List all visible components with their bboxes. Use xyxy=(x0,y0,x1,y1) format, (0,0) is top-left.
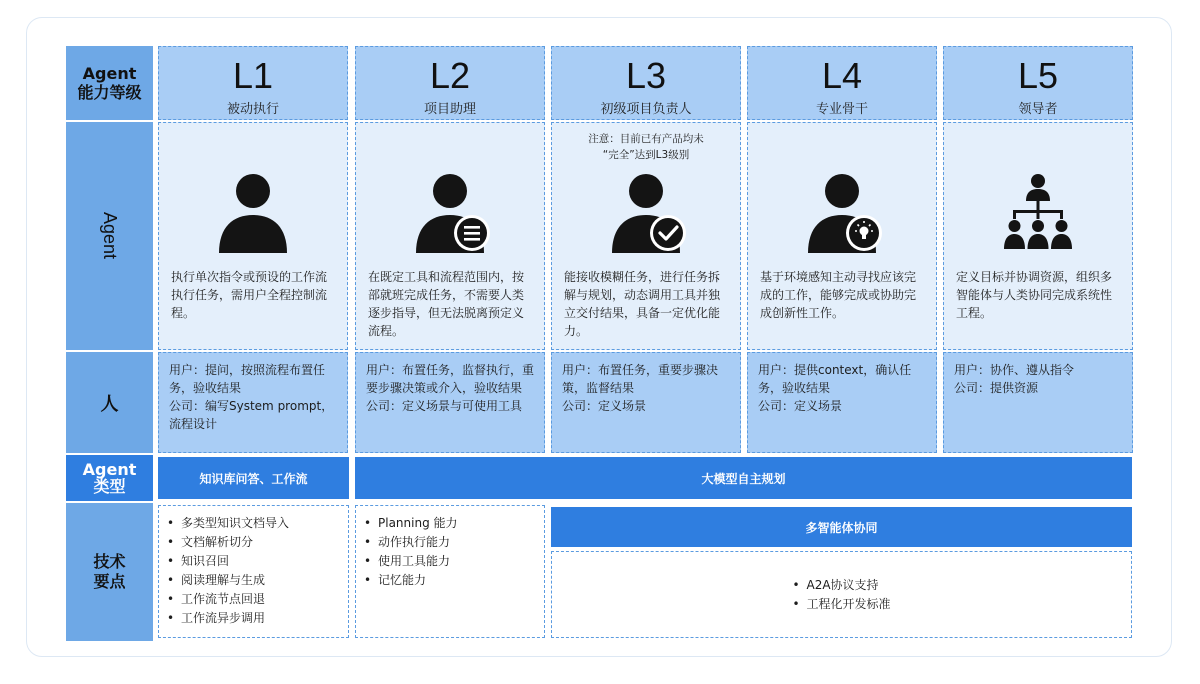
level-l3-code: L3 xyxy=(625,55,667,96)
level-l5-human-line: 公司：提供资源 xyxy=(954,381,1039,395)
list-item: • 工作流节点回退 xyxy=(167,590,348,609)
level-l1-agent-cell xyxy=(158,122,348,350)
level-l2-code: L2 xyxy=(429,55,471,96)
level-l3-agent-cell xyxy=(551,122,741,350)
level-l5-header xyxy=(943,46,1133,120)
list-item: • 工程化开发标准 xyxy=(792,595,890,614)
level-l5-agent-cell xyxy=(943,122,1133,350)
level-l2-human-cell xyxy=(355,352,545,453)
level-l1-human-line: 公司：编写System prompt，流程设计 xyxy=(169,399,334,431)
list-item: • 动作执行能力 xyxy=(364,533,544,552)
person-icon xyxy=(208,171,298,255)
row-header-human xyxy=(66,352,153,453)
row-header-level-line1: Agent xyxy=(82,64,137,83)
level-l3-human-cell xyxy=(551,352,741,453)
level-l4-human-line: 公司：定义场景 xyxy=(758,399,843,413)
org-chart-icon xyxy=(993,171,1083,255)
level-l4-agent-cell xyxy=(747,122,937,350)
tech-l2-l5-list xyxy=(356,506,544,590)
tech-l2-l5-cell xyxy=(355,505,545,638)
level-l1-description: 执行单次指令或预设的工作流执行任务，需用户全程控制流程。 xyxy=(171,270,328,320)
level-l3-description: 能接收模糊任务，进行任务拆解与规划，动态调用工具并独立交付结果，具备一定优化能力。 xyxy=(564,270,721,338)
agent-type-l2-l5-label: 大模型自主规划 xyxy=(701,471,786,486)
level-l2-human-line: 公司：定义场景与可使用工具 xyxy=(366,399,523,413)
list-item: • A2A协议支持 xyxy=(792,576,890,595)
row-header-level xyxy=(66,46,153,120)
row-header-type-line2: 类型 xyxy=(93,477,126,496)
tech-l3-l5-list xyxy=(792,576,890,614)
row-header-level-line2: 能力等级 xyxy=(77,83,142,102)
row-header-agent-label: Agent xyxy=(100,212,120,260)
level-l3-human-line: 用户：布置任务，重要步骤决策，监督结果 xyxy=(562,363,719,395)
level-l5-code: L5 xyxy=(1017,55,1059,96)
list-item: • Planning 能力 xyxy=(364,514,544,533)
level-l1-human-line: 用户：提问，按照流程布置任务，验收结果 xyxy=(169,363,326,395)
list-item: • 记忆能力 xyxy=(364,571,544,590)
level-l4-title: 专业骨干 xyxy=(815,102,868,117)
level-l3-note xyxy=(552,131,740,163)
level-l3-note-line: “完全”达到L3级别 xyxy=(602,149,690,161)
row-header-tech xyxy=(66,503,153,641)
level-l2-human-line: 用户：布置任务，监督执行，重要步骤决策或介入，验收结果 xyxy=(366,363,535,395)
level-l5-human-cell xyxy=(943,352,1133,453)
level-l4-code: L4 xyxy=(821,55,863,96)
level-l3-human-line: 公司：定义场景 xyxy=(562,399,647,413)
level-l1-title: 被动执行 xyxy=(226,102,279,117)
level-l3-title: 初级项目负责人 xyxy=(600,102,692,117)
level-l4-description: 基于环境感知主动寻找应该完成的工作，能够完成或协助完成创新性工作。 xyxy=(760,270,917,320)
list-item: • 阅读理解与生成 xyxy=(167,571,348,590)
tech-l3-l5-cell xyxy=(551,551,1132,638)
list-item: • 工作流异步调用 xyxy=(167,609,348,628)
level-l2-agent-cell xyxy=(355,122,545,350)
level-l2-title: 项目助理 xyxy=(423,102,476,117)
agent-type-l1-label: 知识库问答、工作流 xyxy=(199,471,308,486)
row-header-human-label: 人 xyxy=(100,393,119,415)
list-item: • 使用工具能力 xyxy=(364,552,544,571)
level-l4-human-line: 用户：提供context，确认任务，验收结果 xyxy=(758,363,912,395)
row-header-agent xyxy=(66,122,153,350)
level-l3-header xyxy=(551,46,741,120)
list-item: • 多类型知识文档导入 xyxy=(167,514,348,533)
row-header-tech-line2: 要点 xyxy=(93,572,126,591)
level-l3-note-line: 注意：目前已有产品均未 xyxy=(588,133,704,145)
level-l1-human-cell xyxy=(158,352,348,453)
list-item: • 文档解析切分 xyxy=(167,533,348,552)
agent-type-l1-bar xyxy=(158,457,349,499)
level-l4-header xyxy=(747,46,937,120)
level-l5-title: 领导者 xyxy=(1018,102,1058,117)
level-l1-code: L1 xyxy=(232,55,274,96)
row-header-type xyxy=(66,455,153,501)
person-check-icon xyxy=(601,171,691,255)
list-item: • 知识召回 xyxy=(167,552,348,571)
multi-agent-label: 多智能体协同 xyxy=(805,520,878,535)
level-l1-header xyxy=(158,46,348,120)
multi-agent-bar xyxy=(551,507,1132,547)
row-header-type-line1: Agent xyxy=(82,460,137,479)
level-l2-header xyxy=(355,46,545,120)
person-list-icon xyxy=(405,171,495,255)
row-header-tech-line1: 技术 xyxy=(93,552,126,571)
tech-l1-cell xyxy=(158,505,349,638)
agent-type-l2-l5-bar xyxy=(355,457,1132,499)
level-l2-description: 在既定工具和流程范围内，按部就班完成任务，不需要人类逐步指导，但无法脱离预定义流程。 xyxy=(368,270,525,338)
level-l5-human-line: 用户：协作、遵从指令 xyxy=(954,363,1075,377)
level-l5-description: 定义目标并协调资源，组织多智能体与人类协同完成系统性工程。 xyxy=(956,270,1113,320)
tech-l1-list xyxy=(159,506,348,628)
person-idea-icon xyxy=(797,171,887,255)
level-l4-human-cell xyxy=(747,352,937,453)
